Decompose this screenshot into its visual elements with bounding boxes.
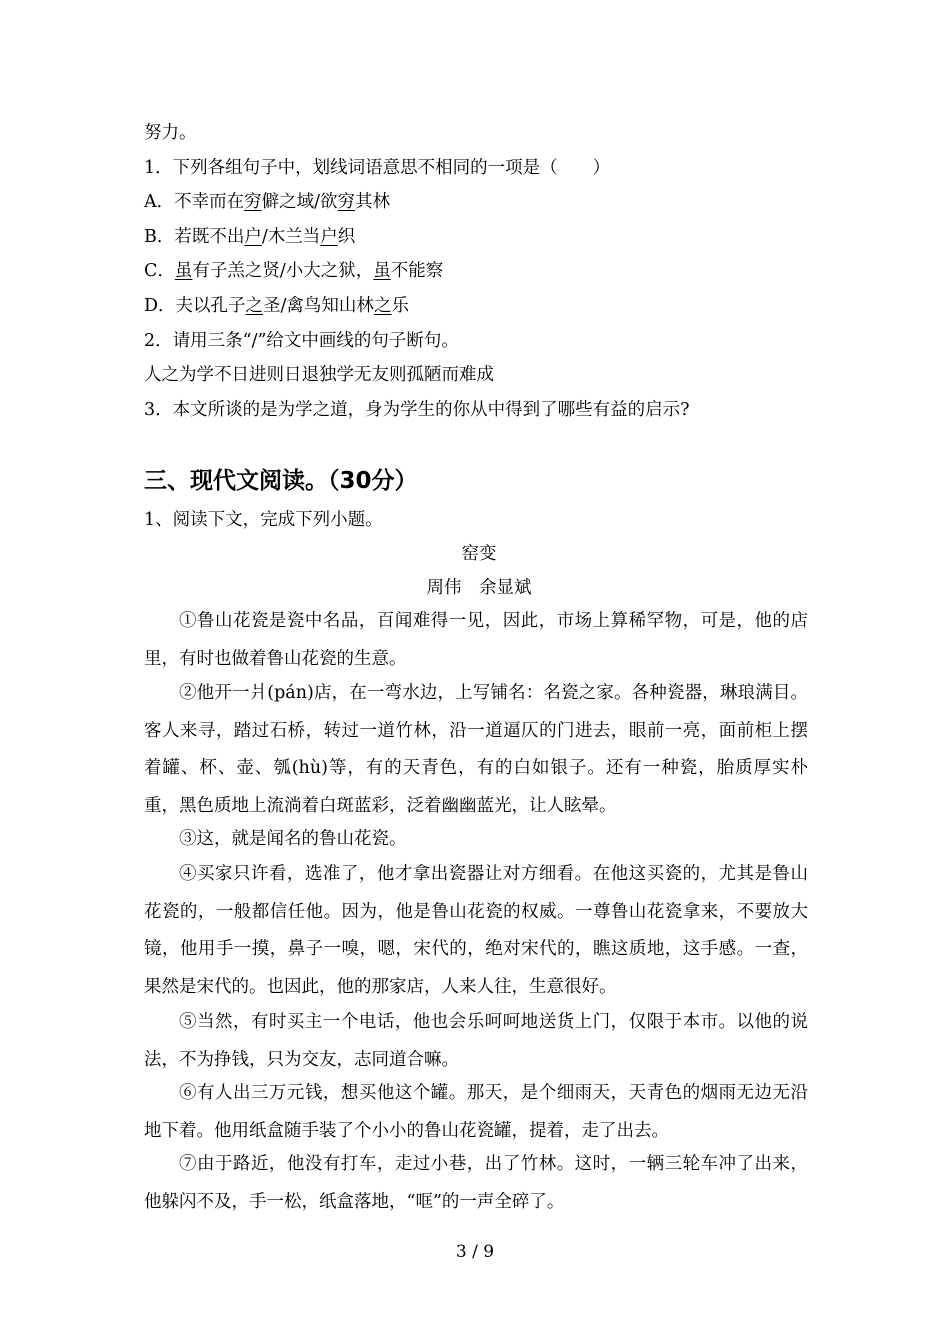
paragraph-5: ⑤当然，有时买主一个电话，他也会乐呵呵地送货上门，仅限于本市。以他的说法，不为挣钱，只为交友，志同道合嘛。 (144, 1012, 808, 1070)
option-c: C．虽有子羔之贤/小大之狱，虽不能察 (144, 261, 444, 281)
underlined-word: 户 (320, 227, 338, 247)
underlined-word: 虽 (174, 261, 193, 281)
article-authors: 周伟 余显斌 (426, 578, 532, 598)
underlined-word: 之 (373, 296, 392, 316)
underlined-word: 户 (244, 227, 262, 247)
underlined-word: 虽 (373, 261, 391, 281)
option-d: D．夫以孔子之圣/禽鸟知山林之乐 (144, 296, 409, 316)
question-2: 2．请用三条“/”给文中画线的句子断句。 (144, 331, 459, 351)
paragraph-1: ①鲁山花瓷是瓷中名品，百闻难得一见，因此，市场上算稀罕物，可是，他的店里，有时也做着鲁山花瓷的生意。 (144, 611, 808, 669)
underlined-word: 穷 (337, 192, 356, 212)
page-number: 3 / 9 (455, 1242, 495, 1262)
reading-instruction: 1、阅读下文，完成下列小题。 (144, 510, 383, 530)
underlined-word: 穷 (244, 192, 262, 212)
paragraph-7: ⑦由于路近，他没有打车，走过小巷，出了竹林。这时，一辆三轮车冲了出来，他躲闪不及，手一松，纸盒落地，“哐”的一声全碎了。 (144, 1154, 808, 1212)
underlined-word: 之 (245, 296, 264, 316)
section-heading: 三、现代文阅读。（30分） (144, 468, 418, 494)
option-b: B．若既不出户/木兰当户织 (144, 227, 356, 247)
question-1: 1．下列各组句子中，划线词语意思不相同的一项是（ ） (144, 158, 611, 178)
paragraph-3: ③这，就是闻名的鲁山花瓷。 (179, 829, 407, 849)
question-3: 3．本文所谈的是为学之道，身为学生的你从中得到了哪些有益的启示? (144, 400, 690, 420)
question-2-sentence: 人之为学不日进则日退独学无友则孤陋而难成 (144, 365, 494, 385)
article-title: 窑变 (461, 544, 497, 564)
paragraph-6: ⑥有人出三万元钱，想买他这个罐。那天，是个细雨天，天青色的烟雨无边无沿地下着。他用纸盒随手装了个小小的鲁山花瓷罐，提着，走了出去。 (144, 1083, 808, 1141)
option-a: A．不幸而在穷僻之域/欲穷其林 (144, 192, 391, 212)
paragraph-2: ②他开一爿(pán)店，在一弯水边，上写铺名：名瓷之家。各种瓷器，琳琅满目。客人来寻，踏过石桥，转过一道竹林，沿一道逼仄的门进去，眼前一亮，面前柜上摆着罐、杯、壶、瓠(hù)等，有的天青色，有的白如银子。还有一种瓷，胎质厚实朴重，黑色质地上流淌着白斑蓝彩，泛着幽幽蓝光，让人眩晕。 (144, 683, 808, 816)
paragraph-4: ④买家只许看，选准了，他才拿出瓷器让对方细看。在他这买瓷的，尤其是鲁山花瓷的，一般都信任他。因为，他是鲁山花瓷的权威。一尊鲁山花瓷拿来，不要放大镜，他用手一摸，鼻子一嗅，嗯，宋代的，绝对宋代的，瞧这质地，这手感。一查，果然是宋代的。也因此，他的那家店，人来人往，生意很好。 (144, 864, 808, 997)
continuation-text: 努力。 (144, 123, 197, 143)
